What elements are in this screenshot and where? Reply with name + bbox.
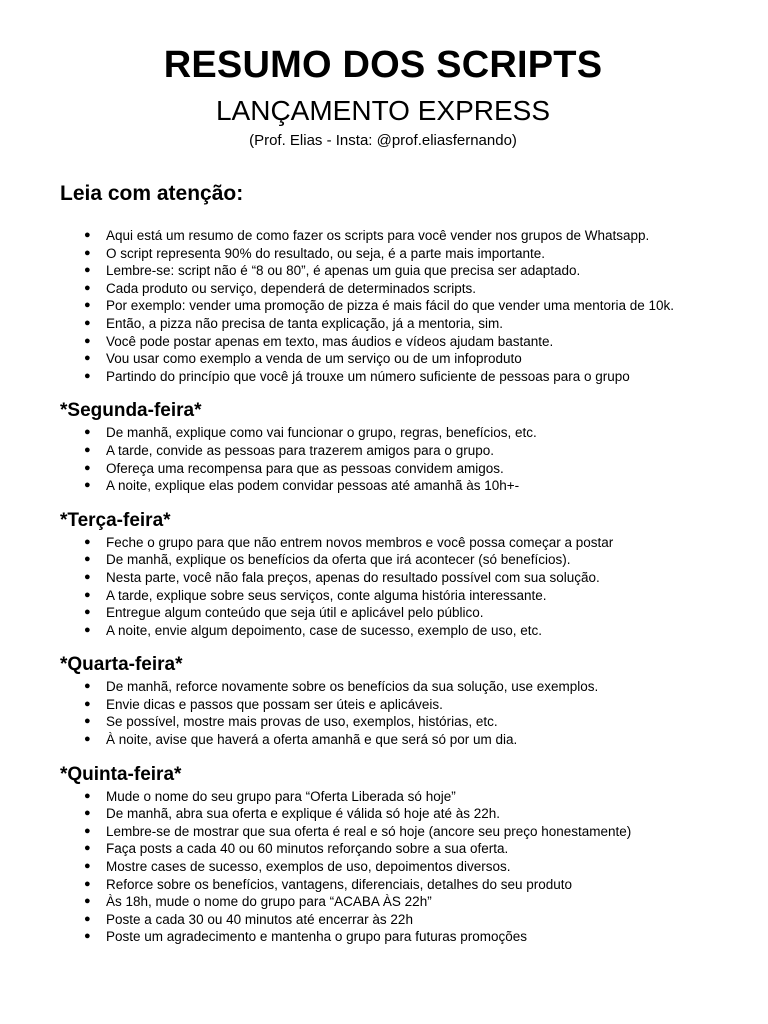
- list-item-text: Entregue algum conteúdo que seja útil e aplicável pelo público.: [106, 605, 484, 621]
- list-item-text: Se possível, mostre mais provas de uso, exemplos, histórias, etc.: [106, 714, 498, 730]
- day-list: [60, 678, 728, 748]
- list-item-text: Às 18h, mude o nome do grupo para “ACABA ÀS 22h”: [106, 894, 432, 910]
- list-item: [60, 280, 728, 298]
- list-item: [60, 858, 728, 876]
- list-item: [60, 368, 728, 386]
- bullet-icon: ●: [84, 535, 91, 548]
- section-quinta-feira: [60, 764, 728, 946]
- day-list: [60, 424, 728, 494]
- bullet-icon: ●: [84, 461, 91, 474]
- list-item-text: Reforce sobre os benefícios, vantagens, diferenciais, detalhes do seu produto: [106, 876, 573, 892]
- list-item-text: Poste a cada 30 ou 40 minutos até encerrar às 22h: [106, 911, 413, 927]
- day-heading: *Quarta-feira*: [60, 654, 183, 676]
- list-item-text: Vou usar como exemplo a venda de um serviço ou de um infoproduto: [106, 351, 522, 367]
- bullet-icon: ●: [84, 789, 91, 802]
- intro-heading: Leia com atenção:: [60, 182, 244, 205]
- list-item: [60, 350, 728, 368]
- document-subtitle: LANÇAMENTO EXPRESS: [215, 95, 551, 126]
- list-item-text: A noite, explique elas podem convidar pessoas até amanhã às 10h+-: [106, 478, 520, 494]
- intro-list: [60, 227, 728, 385]
- section-terca-feira: [60, 510, 728, 640]
- list-item-text: Mude o nome do seu grupo para “Oferta Liberada só hoje”: [106, 788, 456, 804]
- bullet-icon: ●: [84, 623, 91, 636]
- list-item: [60, 551, 728, 569]
- list-item-text: Envie dicas e passos que possam ser úteis e aplicáveis.: [106, 696, 443, 712]
- list-item-text: O script representa 90% do resultado, ou seja, é a parte mais importante.: [106, 245, 545, 261]
- list-item: [60, 823, 728, 841]
- bullet-icon: ●: [84, 479, 91, 492]
- list-item-text: Lembre-se de mostrar que sua oferta é real e só hoje (ancore seu preço honestamente): [106, 823, 632, 839]
- list-item: [60, 315, 728, 333]
- list-item-text: Aqui está um resumo de como fazer os scripts para você vender nos grupos de Whatsapp.: [106, 228, 650, 243]
- bullet-icon: ●: [84, 680, 91, 693]
- bullet-icon: ●: [84, 369, 91, 382]
- list-item: [60, 569, 728, 587]
- bullet-icon: ●: [84, 264, 91, 277]
- section-quarta-feira: [60, 654, 728, 748]
- list-item-text: Cada produto ou serviço, dependerá de determinados scripts.: [106, 280, 476, 296]
- list-item-text: Mostre cases de sucesso, exemplos de uso, depoimentos diversos.: [106, 859, 511, 875]
- section-segunda-feira: [60, 400, 728, 494]
- list-item: [60, 333, 728, 351]
- list-item-text: Nesta parte, você não fala preços, apenas do resultado possível com sua solução.: [106, 569, 600, 585]
- list-item: [60, 893, 728, 911]
- day-list: [60, 788, 728, 946]
- bullet-icon: ●: [84, 807, 91, 820]
- list-item-text: Feche o grupo para que não entrem novos membros e você possa começar a postar: [106, 534, 614, 550]
- list-item: [60, 911, 728, 929]
- list-item-text: Ofereça uma recompensa para que as pessoas convidem amigos.: [106, 460, 504, 476]
- bullet-icon: ●: [84, 824, 91, 837]
- day-heading: *Segunda-feira*: [60, 400, 202, 422]
- document-author: (Prof. Elias - Insta: @prof.eliasfernando): [249, 132, 517, 149]
- list-item: [60, 262, 728, 280]
- bullet-icon: ●: [84, 443, 91, 456]
- list-item: [60, 534, 728, 552]
- bullet-icon: ●: [84, 316, 91, 329]
- bullet-icon: ●: [84, 588, 91, 601]
- list-item-text: A noite, envie algum depoimento, case de sucesso, exemplo de uso, etc.: [106, 622, 543, 638]
- bullet-icon: ●: [84, 246, 91, 259]
- list-item-text: Você pode postar apenas em texto, mas áudios e vídeos ajudam bastante.: [106, 333, 554, 349]
- list-item-text: Poste um agradecimento e mantenha o grupo para futuras promoções: [106, 929, 527, 945]
- list-item: [60, 678, 728, 696]
- list-item: [60, 696, 728, 714]
- days-container: [60, 400, 728, 946]
- list-item: [60, 442, 728, 460]
- bullet-icon: ●: [84, 334, 91, 347]
- list-item: [60, 622, 728, 640]
- day-heading: *Terça-feira*: [60, 509, 171, 531]
- bullet-icon: ●: [84, 606, 91, 619]
- list-item: [60, 840, 728, 858]
- list-item-text: A tarde, explique sobre seus serviços, conte alguma história interessante.: [106, 587, 547, 603]
- bullet-icon: ●: [84, 426, 91, 439]
- list-item: [60, 928, 728, 946]
- bullet-icon: ●: [84, 860, 91, 873]
- bullet-icon: ●: [84, 281, 91, 294]
- bullet-icon: ●: [84, 352, 91, 365]
- bullet-icon: ●: [84, 733, 91, 746]
- list-item-text: Partindo do princípio que você já trouxe um número suficiente de pessoas para o grupo: [106, 368, 630, 384]
- bullet-icon: ●: [84, 930, 91, 943]
- list-item-text: Por exemplo: vender uma promoção de pizza é mais fácil do que vender uma mentoria de 10k.: [106, 298, 675, 314]
- list-item: [60, 460, 728, 478]
- list-item: [60, 713, 728, 731]
- list-item: [60, 227, 728, 245]
- list-item-text: Lembre-se: script não é “8 ou 80”, é apenas um guia que precisa ser adaptado.: [106, 263, 581, 279]
- bullet-icon: ●: [84, 299, 91, 312]
- list-item-text: Faça posts a cada 40 ou 60 minutos reforçando sobre a sua oferta.: [106, 841, 509, 857]
- list-item: [60, 604, 728, 622]
- bullet-icon: ●: [84, 553, 91, 566]
- day-heading: *Quinta-feira*: [60, 763, 182, 785]
- list-item: [60, 876, 728, 894]
- list-item: [60, 477, 728, 495]
- list-item-text: A tarde, convide as pessoas para trazerem amigos para o grupo.: [106, 442, 494, 458]
- bullet-icon: ●: [84, 229, 91, 241]
- day-list: [60, 534, 728, 640]
- list-item-text: Então, a pizza não precisa de tanta explicação, já a mentoria, sim.: [106, 315, 503, 331]
- bullet-icon: ●: [84, 877, 91, 890]
- bullet-icon: ●: [84, 912, 91, 925]
- list-item: [60, 297, 728, 315]
- document-title: RESUMO DOS SCRIPTS: [163, 44, 603, 86]
- bullet-icon: ●: [84, 570, 91, 583]
- bullet-icon: ●: [84, 715, 91, 728]
- bullet-icon: ●: [84, 842, 91, 855]
- list-item: [60, 731, 728, 749]
- list-item-text: De manhã, abra sua oferta e explique é válida só hoje até às 22h.: [106, 806, 501, 822]
- list-item: [60, 245, 728, 263]
- bullet-icon: ●: [84, 895, 91, 908]
- list-item: [60, 788, 728, 806]
- list-item-text: À noite, avise que haverá a oferta amanhã e que será só por um dia.: [106, 732, 518, 748]
- list-item-text: De manhã, reforce novamente sobre os benefícios da sua solução, use exemplos.: [106, 679, 599, 695]
- list-item: [60, 424, 728, 442]
- list-item-text: De manhã, explique os benefícios da oferta que irá acontecer (só benefícios).: [106, 552, 571, 568]
- list-item: [60, 587, 728, 605]
- list-item: [60, 805, 728, 823]
- list-item-text: De manhã, explique como vai funcionar o grupo, regras, benefícios, etc.: [106, 425, 537, 441]
- bullet-icon: ●: [84, 697, 91, 710]
